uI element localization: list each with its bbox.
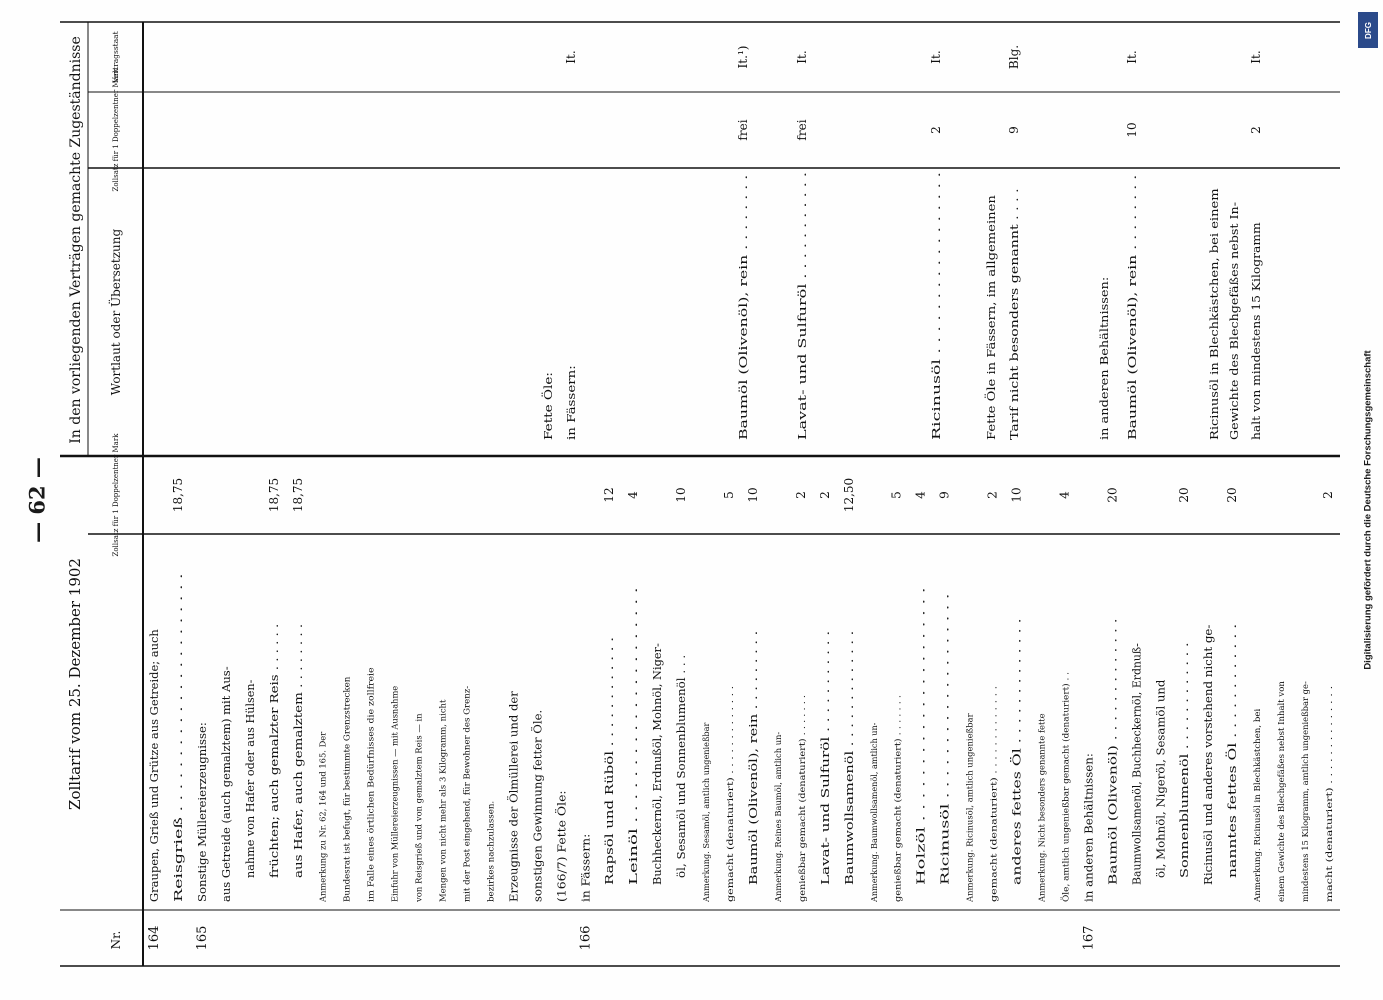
tariff-rate: 10 [745,487,760,503]
treaty-rate: 2 [1249,126,1263,134]
treaty-state: It. [564,50,578,64]
tariff-line-text: Anmerkung zu Nr. 62, 164 und 165. Der [317,734,328,902]
tariff-nr: 165 [194,925,210,951]
tariff-line-text: Anmerkung. Reines Baumöl, amtlich un- [772,734,783,902]
treaty-state: It. [795,50,809,64]
col-wording-header: Wortlaut oder Übersetzung [109,228,123,396]
tariff-line-text: Baumöl (Olivenöl) . . . . . . . . . . . . . [1106,690,1120,885]
tariff-nr: 164 [147,925,162,951]
tariff-line-text: früchten; auch gemalzter Reis . . . . . . [267,663,281,878]
tariff-line-text: öl, Mohnöl, Nigeröl, Sesamöl und [1154,687,1168,878]
tariff-line-text: (166/7) Fette Öle: [555,801,569,902]
tariff-rate: 18,75 [170,477,185,513]
tariff-line-text: Erzeugnisse der Ölmüllerei und der [507,698,521,902]
tariff-rate: 10 [674,487,689,503]
tariff-line-text: Mengen von nicht mehr als 3 Kilogramm, nicht [437,705,448,902]
tariff-rate: 4 [626,491,641,499]
header-texts [66,31,123,949]
tariff-line-text: aus Getreide (auch gemalztem) mit Aus- [219,673,233,902]
treaty-line-text: in Fässern: [565,377,578,440]
tariff-rate: 18,75 [266,477,281,513]
tariff-line-text: Anmerkung. Sesamöl, amtlich ungenießbar [701,721,712,902]
tariff-line-text: Anmerkung. Baumwollsamenöl, amtlich un- [868,720,879,902]
tariff-line-text: macht (denaturiert) . . . . . . . . . . . . . . [1324,746,1334,902]
dfg-logo [1358,12,1378,48]
tariff-line-text: mit der Post eingehend, für Bewohner des Grenz- [461,696,472,902]
tariff-rate: 12,50 [841,477,856,513]
tariff-rate: 20 [1105,487,1120,503]
tariff-line-text: im Falle eines örtlichen Bedürfnisses die zollfreie [365,696,376,902]
funding-credit [1356,10,1380,990]
dfg-logo-text: DFG [1363,21,1373,39]
tariff-rate: 20 [1177,487,1192,503]
tariff-line-text: genießbar gemacht (denaturiert) . . . . . . . [796,728,807,902]
tariff-nr: 167 [1081,925,1097,951]
credit-text: Digitalisierung gefördert durch die Deutsche Forschungsgemeinschaft [1362,350,1374,670]
tariff-line-text: Bundesrat ist befugt, für bestimmte Grenzstrecken [341,689,352,902]
tariff-line-text: mindestens 15 Kilogramm, amtlich ungenießbar ge- [1300,685,1311,902]
tariff-lines [147,478,1335,951]
tariff-rate: 2 [793,491,808,499]
treaty-lines [541,45,1263,440]
tariff-line-text: Lavat- und Sulfuröl . . . . . . . . . . . [818,697,832,885]
treaty-line-text: Fette Öle in Fässern, im allgemeinen [985,231,998,440]
tariff-line-text: nanntes fettes Öl . . . . . . . . . . . . [1226,695,1240,878]
treaty-line-text: in anderen Behältnissen: [1098,298,1111,440]
page-number-text: — 62 — [24,457,50,543]
tariff-line-text: öl, Sesamöl und Sonnenblumenöl . . . [675,667,689,878]
treaty-rate: 10 [1125,122,1139,138]
tariff-line-text: Anmerkung. Ricinusöl, amtlich ungenießbar [964,718,975,902]
tariff-line-text: Ricinusöl . . . . . . . . . . . . . . . . . . . [938,697,952,885]
treaty-line-text: Lavat- und Sulfuröl . . . . . . . . . . . [796,252,809,440]
tariff-nr: 166 [578,925,594,951]
tariff-line-text: Buchheckernöl, Erdnußöl, Mohnöl, Niger- [651,646,665,885]
treaty-rate: 2 [929,126,943,134]
tariff-line-text: nahme von Hafer oder aus Hülsen- [243,679,257,878]
tariff-line-text: Öle, amtlich ungenießbar gemacht (denaturiert) . . [1060,690,1071,902]
treaty-rate: 9 [1007,126,1021,134]
tariff-line-text: Sonnenblumenöl . . . . . . . . . . . . [1178,697,1192,878]
tariff-rate: 2 [1321,491,1335,499]
treaty-state: It. [929,50,943,64]
tariff-line-text: Graupen, Grieß und Grütze aus Getreide; auch [148,635,161,902]
tariff-line-text: Ricinusöl und anderes vorstehend nicht ge- [1202,638,1216,885]
tariff-line-text: gemacht (denaturiert) . . . . . . . . . . . . . [725,742,736,902]
tariff-line-text: Anmerkung. Nicht besonders genannte fette [1036,716,1047,902]
tariff-line-text: Reisgrieß . . . . . . . . . . . . . . . . . . . . . . [171,690,185,902]
tariff-rate: 20 [1225,487,1240,503]
tariff-line-text: anderes fettes Öl . . . . . . . . . . . . . [1010,695,1024,885]
tariff-rate: 18,75 [290,477,305,513]
col-treaty-rate-header: Zollsatz für 1 Doppelzentner Mark [112,68,120,192]
col-nr-header: Nr. [109,930,123,950]
tariff-line-text: aus Hafer, auch gemalztem . . . . . . . . [291,666,305,878]
tariff-line-text: Baumöl (Olivenöl), rein . . . . . . . . . [746,689,760,885]
tariff-line-text: genießbar gemacht (denaturiert) . . . . . . . [892,728,903,902]
treaty-state: It. [1249,50,1263,64]
treaty-line-text: Tarif nicht besonders genannt . . . . [1008,240,1021,440]
tariff-line-text: von Reisgrieß und von gemalztem Reis — in [413,718,424,902]
tariff-line-text: in anderen Behältnissen: [1082,760,1096,902]
tariff-line-text: Holzöl . . . . . . . . . . . . . . . . . . . . . [914,699,928,885]
treaty-rate: frei [736,119,750,141]
tariff-rate: 9 [937,491,952,499]
treaty-state: It.¹) [736,45,750,69]
tariff-rate: 4 [1057,491,1072,499]
tariff-line-text: in Fässern: [579,839,593,902]
treaty-line-text: Ricinusöl in Blechkästchen, bei einem [1208,224,1221,440]
treaty-state: It. [1125,50,1139,64]
treaty-line-text: Baumöl (Olivenöl), rein . . . . . . . . [1126,251,1139,440]
treaty-rate: frei [795,119,809,141]
tariff-rate: 5 [722,491,737,499]
tariff-line-text: Baumwollsamenöl . . . . . . . . . . . . . [842,689,856,885]
col-rate-header: Zollsatz für 1 Doppelzentner Mark [112,433,120,557]
tariff-rate: 2 [985,491,1000,499]
treaty-line-text: Baumöl (Olivenöl), rein . . . . . . . . [737,251,750,440]
tariff-rate: 5 [889,491,904,499]
tariff-line-text: sonstigen Gewinnung fetter Öle. [531,717,545,902]
col-treaty-state-header: Vertragsstaat [111,31,120,83]
treaty-line-text: Fette Öle: [542,383,555,440]
tariff-rate: 10 [1009,487,1024,503]
tariff-line-text: gemacht (denaturiert) . . . . . . . . . . . . . [988,742,999,902]
tariff-line-text: Baumwollsamenöl, Buchheckernöl, Erdnuß- [1130,635,1144,885]
left-title: Zolltarif vom 25. Dezember 1902 [66,558,84,810]
tariff-line-text: Leinöl . . . . . . . . . . . . . . . . . . . . . [627,700,641,885]
tariff-line-text: Sonstige Müllereierzeugnisse: [195,729,209,902]
treaty-state: Blg. [1007,44,1021,70]
treaty-line-text: Gewichte des Blechgefäßes nebst In- [1228,230,1241,440]
tariff-line-text: Rapsöl und Rüböl . . . . . . . . . . . . [603,699,617,885]
right-title: In den vorliegenden Verträgen gemachte Zugeständnisse [68,36,84,444]
treaty-line-text: Ricinusöl . . . . . . . . . . . . . . . . . [930,266,943,440]
tariff-line-text: Einfuhr von Müllereierzeugnissen — mit Ausnahme [389,687,400,902]
tariff-line-text: bezirkes nachzulassen. [485,806,496,902]
tariff-rate: 4 [913,491,928,499]
tariff-line-text: Anmerkung. Ricinusöl in Blechkästchen, bei [1252,718,1263,902]
tariff-rate: 2 [817,491,832,499]
tariff-rate: 12 [602,487,617,503]
treaty-line-text: halt von mindestens 15 Kilogramm [1250,241,1263,440]
tariff-line-text: einem Gewichte des Blechgefäßes nebst Inhalt von [1276,689,1287,902]
